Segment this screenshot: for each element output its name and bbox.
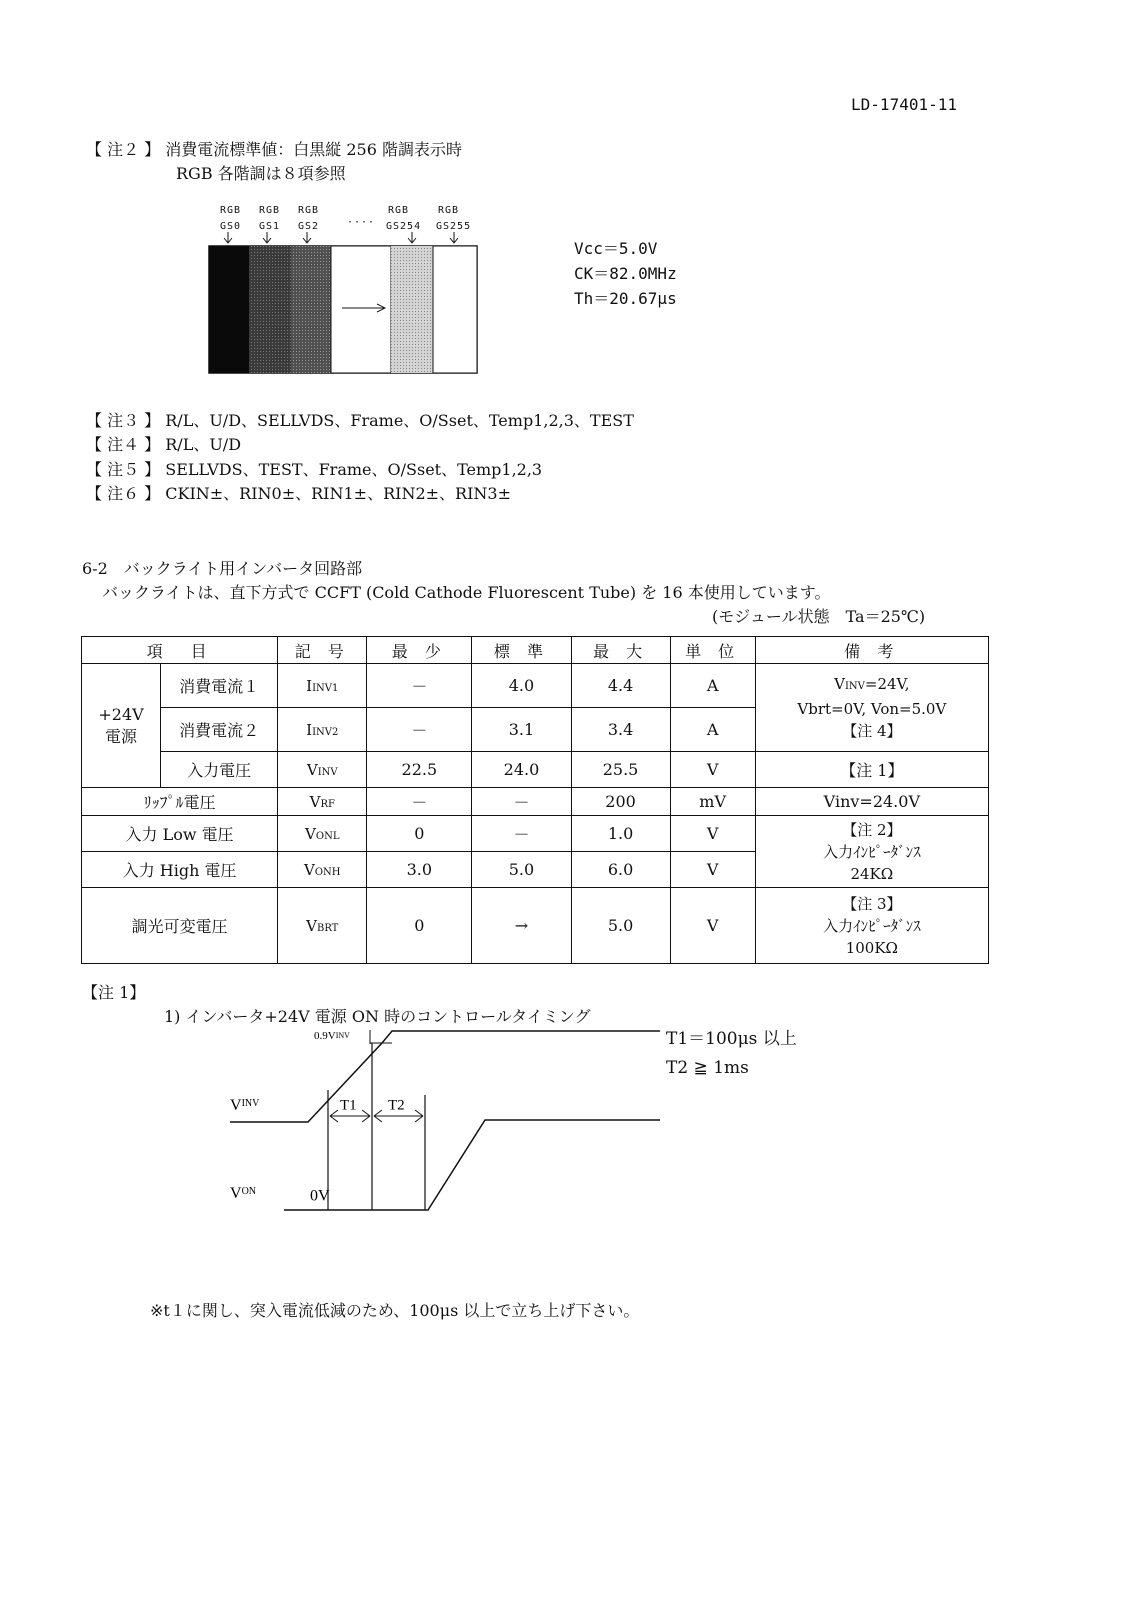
table-row <box>82 664 989 708</box>
header-typ: 標 準 <box>472 637 571 664</box>
symbol-cell: VBRT <box>278 888 367 964</box>
level-label: 0.9VINV <box>314 1030 350 1043</box>
note-2-line2: RGB 各階調は８項参照 <box>176 164 346 183</box>
header-min: 最 少 <box>367 637 472 664</box>
min-cell: 0 <box>367 888 472 964</box>
remark-low-high: 【注 2】 入力ｲﾝﾋﾟｰﾀﾞﾝｽ 24KΩ <box>755 816 988 888</box>
note-1-label: 【注 1】 <box>82 983 146 1002</box>
min-cell: － <box>367 664 472 708</box>
group-label-1: +24V <box>98 704 144 724</box>
bar-gs0 <box>209 246 249 373</box>
symbol-cell: IINV1 <box>278 664 367 708</box>
remark-brt: 【注 3】 入力ｲﾝﾋﾟｰﾀﾞﾝｽ 100KΩ <box>755 888 988 964</box>
label-gs0: GS0 <box>220 221 242 232</box>
min-cell: 3.0 <box>367 852 472 888</box>
min-cell: － <box>367 708 472 752</box>
typ-cell: － <box>472 816 571 852</box>
max-cell: 1.0 <box>571 816 670 852</box>
bar-gs255 <box>433 246 477 373</box>
max-cell: 3.4 <box>571 708 670 752</box>
vinv-label: VINV <box>230 1097 260 1115</box>
note-4: 【 注４ 】 R/L、U/D <box>86 435 242 454</box>
item-cell: 入力 High 電圧 <box>82 852 278 888</box>
symbol-cell: VONL <box>278 816 367 852</box>
item-cell: 消費電流２ <box>161 708 278 752</box>
unit-cell: A <box>670 708 755 752</box>
header-remark: 備 考 <box>755 637 988 664</box>
label-gs2: GS2 <box>298 221 320 232</box>
label-rgb-gs254: RGB <box>388 205 410 216</box>
label-ellipsis: ···· <box>347 217 376 228</box>
header-symbol: 記 号 <box>278 637 367 664</box>
unit-cell: V <box>670 852 755 888</box>
item-cell: 調光可変電圧 <box>82 888 278 964</box>
t2-label: T2 <box>388 1097 405 1114</box>
typ-cell: → <box>472 888 571 964</box>
von-label: VON <box>230 1185 257 1203</box>
item-cell: 入力 Low 電圧 <box>82 816 278 852</box>
label-gs254: GS254 <box>386 221 422 232</box>
remark-cell: 【注 1】 <box>755 752 988 788</box>
label-gs1: GS1 <box>259 221 281 232</box>
item-cell: 消費電流１ <box>161 664 278 708</box>
note-6: 【 注６ 】 CKIN±、RIN0±、RIN1±、RIN2±、RIN3± <box>86 484 511 503</box>
backlight-inverter-spec-table <box>81 636 989 964</box>
symbol-cell: IINV2 <box>278 708 367 752</box>
typ-cell: 5.0 <box>472 852 571 888</box>
timing-spec-t2: T2 ≧ 1ms <box>666 1058 749 1078</box>
unit-cell: V <box>670 888 755 964</box>
max-cell: 6.0 <box>571 852 670 888</box>
header-unit: 単 位 <box>670 637 755 664</box>
note-2-line1: 【 注２ 】 消費電流標準値：白黒縦 256 階調表示時 <box>86 140 462 159</box>
section-title: 6-2 バックライト用インバータ回路部 <box>82 559 363 578</box>
condition-ck: CK＝82.0MHz <box>574 264 677 283</box>
label-rgb-gs0: RGB <box>220 205 242 216</box>
note-1-subtitle: 1) インバータ+24V 電源 ON 時のコントロールタイミング <box>164 1007 591 1026</box>
note-3: 【 注３ 】 R/L、U/D、SELLVDS、Frame、O/Sset、Temp1,2,3、TEST <box>86 411 634 430</box>
table-row <box>82 752 989 788</box>
remark-cell: Vinv=24.0V <box>755 788 988 816</box>
note-5: 【 注５ 】 SELLVDS、TEST、Frame、O/Sset、Temp1,2,3 <box>86 460 543 479</box>
min-cell: 22.5 <box>367 752 472 788</box>
label-rgb-gs255: RGB <box>438 205 460 216</box>
section-description: バックライトは、直下方式で CCFT (Cold Cathode Fluorescent Tube) を 16 本使用しています。 <box>102 583 831 602</box>
min-cell: 0 <box>367 816 472 852</box>
remark-current: VINV=24V, Vbrt=0V, Von=5.0V 【注 4】 <box>755 664 988 752</box>
unit-cell: A <box>670 664 755 708</box>
unit-cell: V <box>670 816 755 852</box>
typ-cell: － <box>472 788 571 816</box>
max-cell: 4.4 <box>571 664 670 708</box>
bar-gs254 <box>391 246 433 373</box>
t1-label: T1 <box>340 1097 357 1114</box>
von-waveform <box>284 1120 660 1210</box>
symbol-cell: VRF <box>278 788 367 816</box>
item-cell: 入力電圧 <box>161 752 278 788</box>
item-cell: ﾘｯﾌﾟﾙ電圧 <box>82 788 278 816</box>
symbol-cell: VONH <box>278 852 367 888</box>
max-cell: 5.0 <box>571 888 670 964</box>
min-cell: － <box>367 788 472 816</box>
condition-vcc: Vcc＝5.0V <box>574 239 658 258</box>
typ-cell: 3.1 <box>472 708 571 752</box>
unit-cell: mV <box>670 788 755 816</box>
arrow-down-icons <box>224 232 458 243</box>
section-condition: (モジュール状態 Ta＝25℃) <box>712 607 926 626</box>
unit-cell: V <box>670 752 755 788</box>
timing-spec-t1: T1＝100μs 以上 <box>666 1029 797 1049</box>
table-row <box>82 888 989 964</box>
typ-cell: 4.0 <box>472 664 571 708</box>
label-rgb-gs1: RGB <box>259 205 281 216</box>
label-gs255: GS255 <box>436 221 472 232</box>
bar-gs1 <box>249 246 291 373</box>
typ-cell: 24.0 <box>472 752 571 788</box>
label-rgb-gs2: RGB <box>298 205 320 216</box>
header-max: 最 大 <box>571 637 670 664</box>
condition-th: Th＝20.67μs <box>574 289 677 308</box>
group-24v-supply <box>82 664 161 788</box>
zero-volt-label: 0V <box>310 1187 330 1205</box>
table-header-row <box>82 637 989 664</box>
header-item: 項 目 <box>82 637 278 664</box>
table-row <box>82 788 989 816</box>
vinv-waveform <box>230 1031 660 1122</box>
document-id: LD-17401-11 <box>851 95 957 114</box>
max-cell: 25.5 <box>571 752 670 788</box>
bar-gs2 <box>291 246 331 373</box>
table-row <box>82 816 989 852</box>
grayscale-pattern-diagram <box>205 230 495 390</box>
max-cell: 200 <box>571 788 670 816</box>
footnote: ※t１に関し、突入電流低減のため、100μs 以上で立ち上げ下さい。 <box>150 1301 640 1320</box>
group-label-2: 電源 <box>105 726 138 746</box>
symbol-cell: VINV <box>278 752 367 788</box>
